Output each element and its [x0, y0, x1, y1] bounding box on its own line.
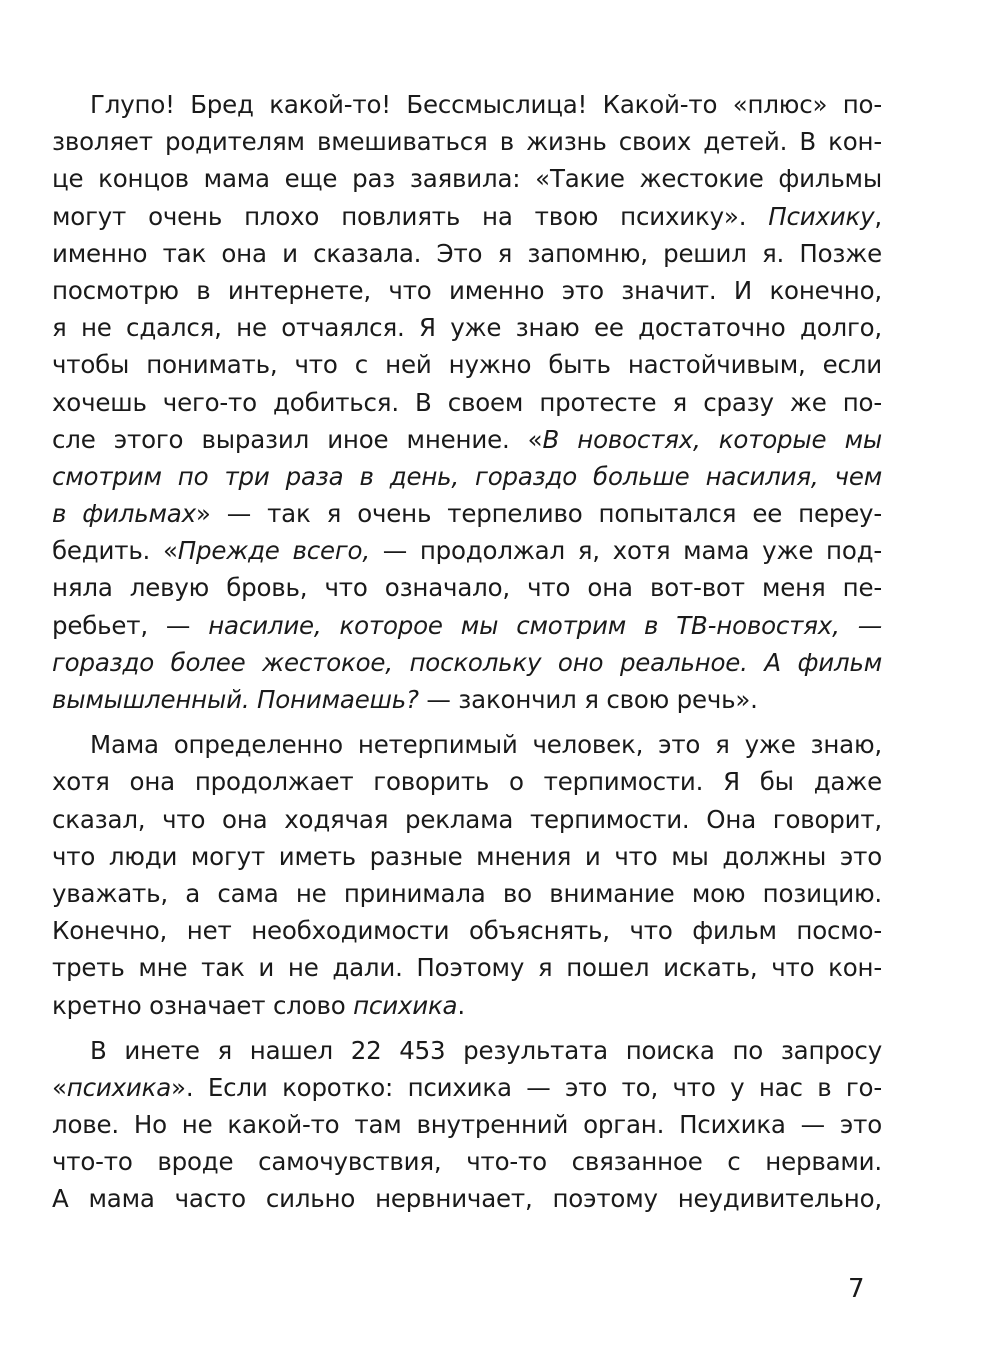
text-segment: что люди могут иметь разные мнения и что мы должны это [52, 841, 882, 871]
italic-text: насилие, которое мы смотрим в ТВ-новостях, — [208, 610, 882, 640]
text-segment: . [457, 990, 465, 1020]
paragraph-gap [52, 1024, 882, 1032]
text-line [52, 346, 882, 383]
text-segment: зволяет родителям вмешиваться в жизнь своих детей. В кон- [52, 127, 882, 157]
italic-text: В новостях, которые мы [542, 424, 882, 454]
paragraph-gap [52, 718, 882, 726]
text-line [52, 1032, 882, 1069]
text-line [52, 763, 882, 800]
text-line [52, 912, 882, 949]
text-segment: бедить. « [52, 536, 178, 566]
text-segment: что-то вроде самочувствия, что-то связанное с нервами. [52, 1147, 882, 1177]
text-segment: чтобы понимать, что с ней нужно быть настойчивым, если [52, 350, 882, 380]
text-line [52, 1106, 882, 1143]
text-line [52, 875, 882, 912]
text-segment: лове. Но не какой-то там внутренний орган. Психика — это [52, 1110, 882, 1140]
text-segment: А мама часто сильно нервничает, поэтому неудивительно, [52, 1184, 882, 1214]
italic-text: психика [66, 1072, 172, 1102]
text-segment: » — так я очень терпеливо попытался ее переу- [195, 499, 882, 529]
text-segment: могут очень плохо повлиять на твою психику». [52, 201, 769, 231]
text-line [52, 949, 882, 986]
text-segment: В инете я нашел 22 453 результата поиска по запросу [90, 1035, 882, 1065]
text-segment: це концов мама еще раз заявила: «Такие жестокие фильмы [52, 164, 882, 194]
text-line [52, 607, 882, 644]
text-line [52, 86, 882, 123]
italic-text: вымышленный. Понимаешь? [52, 685, 419, 714]
paragraph [52, 86, 882, 718]
italic-text: психика [353, 990, 458, 1020]
body-text [52, 86, 882, 1218]
italic-text: смотрим по три раза в день, гораздо больше насилия, чем [52, 461, 882, 491]
text-segment: уважать, а сама не принимала во внимание мою позицию. [52, 878, 882, 908]
text-line [52, 838, 882, 875]
text-segment: « [52, 1072, 67, 1102]
text-segment: сле этого выразил иное мнение. « [52, 424, 543, 454]
text-segment: я не сдался, не отчаялся. Я уже знаю ее достаточно долго, [52, 313, 882, 343]
text-line [52, 569, 882, 606]
text-line [52, 495, 882, 532]
text-line [52, 1143, 882, 1180]
italic-text: Прежде всего, [177, 536, 370, 566]
text-segment: Глупо! Бред какой-то! Бессмыслица! Какой-то «плюс» по- [90, 90, 882, 119]
text-segment: ребьет, — [52, 610, 209, 640]
paragraph [52, 726, 882, 1024]
text-segment: Мама определенно нетерпимый человек, это я уже знаю, [90, 730, 882, 760]
text-line [52, 681, 882, 718]
text-line [52, 384, 882, 421]
text-line [52, 421, 882, 458]
text-segment: няла левую бровь, что означало, что она вот-вот меня пе- [52, 573, 882, 603]
text-line [52, 458, 882, 495]
paragraph [52, 1032, 882, 1218]
text-segment: — продолжал я, хотя мама уже под- [369, 536, 882, 566]
text-line [52, 1180, 882, 1217]
text-segment: посмотрю в интернете, что именно это значит. И конечно, [52, 275, 882, 305]
text-line [52, 801, 882, 838]
text-segment: — закончил я свою речь». [418, 685, 758, 714]
page-number: 7 [848, 1274, 865, 1304]
text-segment: сказал, что она ходячая реклама терпимости. Она говорит, [52, 804, 882, 834]
text-line [52, 309, 882, 346]
italic-text: Психику [768, 201, 875, 231]
text-line [52, 235, 882, 272]
text-line [52, 198, 882, 235]
text-segment: хочешь чего-то добиться. В своем протесте я сразу же по- [52, 387, 882, 417]
text-segment: ». Если коротко: психика — это то, что у нас в го- [171, 1072, 882, 1102]
text-line [52, 160, 882, 197]
text-line [52, 1069, 882, 1106]
text-line [52, 644, 882, 681]
text-segment: Конечно, нет необходимости объяснять, что фильм посмо- [52, 916, 882, 946]
text-line [52, 726, 882, 763]
text-segment: треть мне так и не дали. Поэтому я пошел искать, что кон- [52, 953, 882, 983]
text-segment: хотя она продолжает говорить о терпимости. Я бы даже [52, 767, 882, 797]
text-line [52, 987, 882, 1024]
text-line [52, 123, 882, 160]
text-segment: , [874, 201, 882, 231]
text-segment: кретно означает слово [52, 990, 354, 1020]
text-segment: именно так она и сказала. Это я запомню, решил я. Позже [52, 238, 882, 268]
text-line [52, 272, 882, 309]
italic-text: в фильмах [52, 499, 196, 529]
italic-text: гораздо более жестокое, поскольку оно реальное. А фильм [52, 647, 882, 677]
text-line [52, 532, 882, 569]
